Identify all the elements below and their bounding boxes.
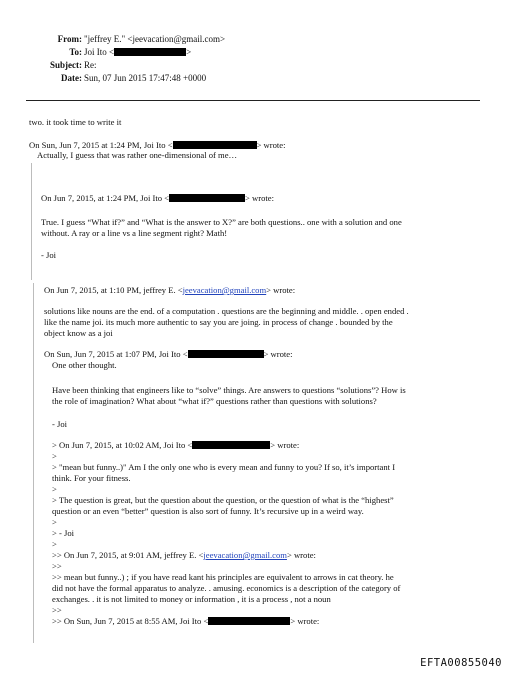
redaction-bar [173,141,257,149]
quote-paragraph [52,385,406,407]
attribution-text: >> On Jun 7, 2015, at 9:01 AM, jeffrey E. < [52,550,204,560]
quote-block [52,440,400,627]
quote-text: think. For your fitness. [52,473,131,483]
quote-marker: > [52,539,57,549]
quote-text: One other thought. [52,360,117,370]
quote-text: Have been thinking that engineers like to “solve” things. Are answers to questions “solutions”? How is [52,385,406,395]
attribution-text: On Sun, Jun 7, 2015 at 1:07 PM, Joi Ito < [44,349,188,359]
signature: - Joi [41,250,57,260]
redaction-bar [192,441,270,449]
header-divider [26,100,480,101]
signature: > - Joi [52,528,75,538]
quote-text: True. I guess “What if?” and “What is the answer to X?” are both questions.. one with a solution and one [41,217,402,227]
redaction-bar [114,48,186,56]
to-close: > [186,47,192,57]
attribution-text: > On Jun 7, 2015, at 10:02 AM, Joi Ito < [52,440,193,450]
subject-label: Subject: [50,60,82,70]
quote-paragraph [44,306,409,339]
quote-text: the role of imagination? What about “what if?” questions rather than questions with solutions? [52,396,377,406]
attribution-end: > wrote: [263,349,293,359]
quote-text: Actually, I guess that was rather one-dimensional of me… [37,150,238,160]
quote-text: like the name joi. its much more authentic to say you are joing. in process of change . bounded by the [44,317,393,327]
reply-text: two. it took time to write it [29,117,122,127]
email-link[interactable]: jeevacation@gmail.com [203,550,287,560]
attribution-text: On Sun, Jun 7, 2015 at 1:24 PM, Joi Ito < [29,140,173,150]
attribution-end: > wrote: [266,285,296,295]
quote-text: exchanges. . it is not limited to money or information , it is a process , not a noun [52,594,331,604]
attribution-end: > wrote: [290,616,320,626]
to-label: To: [69,47,82,57]
redaction-bar [169,194,245,202]
quote-attribution [41,193,274,204]
quote-text: > "mean but funny..)" Am I the only one who is every mean and funny to you? If so, it’s important I [52,462,396,472]
email-header [0,34,512,86]
attribution-text: >> On Sun, Jun 7, 2015 at 8:55 AM, Joi Ito < [52,616,209,626]
from-label: From: [57,34,82,44]
date-value: Sun, 07 Jun 2015 17:47:48 +0000 [84,73,207,83]
quote-text: object know as a joi [44,328,113,338]
attribution-text: On Jun 7, 2015, at 1:10 PM, jeffrey E. < [44,285,183,295]
email-link[interactable]: jeevacation@gmail.com [182,285,267,295]
quote-bar [33,283,34,643]
subject-value: Re: [84,60,97,70]
quote-marker: > [52,451,57,461]
attribution-end: > wrote: [256,140,286,150]
from-row [0,34,512,47]
date-row [0,73,512,86]
quote-marker: >> [52,605,62,615]
quote-text: question or an even “better” question is also sort of funny. It’s recursive up in a weird way. [52,506,364,516]
quote-paragraph [41,217,402,239]
quote-attribution [44,349,293,360]
quote-attribution [52,440,400,451]
quote-attribution [44,285,295,296]
quote-bar [31,163,32,280]
from-value: "jeffrey E." <jeevacation@gmail.com> [84,34,226,44]
attribution-text: On Jun 7, 2015, at 1:24 PM, Joi Ito < [41,193,170,203]
date-label: Date: [61,73,82,83]
quote-text: > The question is great, but the question about the question, or the question of what is the “highest” [52,495,394,505]
subject-row [0,60,512,73]
redaction-bar [208,617,290,625]
attribution-end: > wrote: [286,550,316,560]
quote-text: solutions like nouns are the end. of a computation . questions are the beginning and middle. . open ended . [44,306,409,316]
attribution-end: > wrote: [245,193,274,203]
quote-marker: > [52,484,57,494]
signature: - Joi [52,419,68,429]
to-row [0,47,512,60]
attribution-end: > wrote: [270,440,300,450]
quote-marker: >> [52,561,62,571]
to-value: Joi Ito < [84,47,115,57]
quote-attribution [52,550,400,561]
document-id: EFTA00855040 [420,656,502,669]
quote-text: >> mean but funny..) ; if you have read kant his principles are equivalent to arrows in cat theory. he [52,572,394,582]
quote-marker: > [52,517,57,527]
quote-attribution [52,616,400,627]
quote-text: did not have the formal apparatus to analyze. . amusing. economics is a description of the category of [52,583,401,593]
quote-text: without. A ray or a line vs a line segment right? Math! [41,228,228,238]
redaction-bar [188,350,264,358]
